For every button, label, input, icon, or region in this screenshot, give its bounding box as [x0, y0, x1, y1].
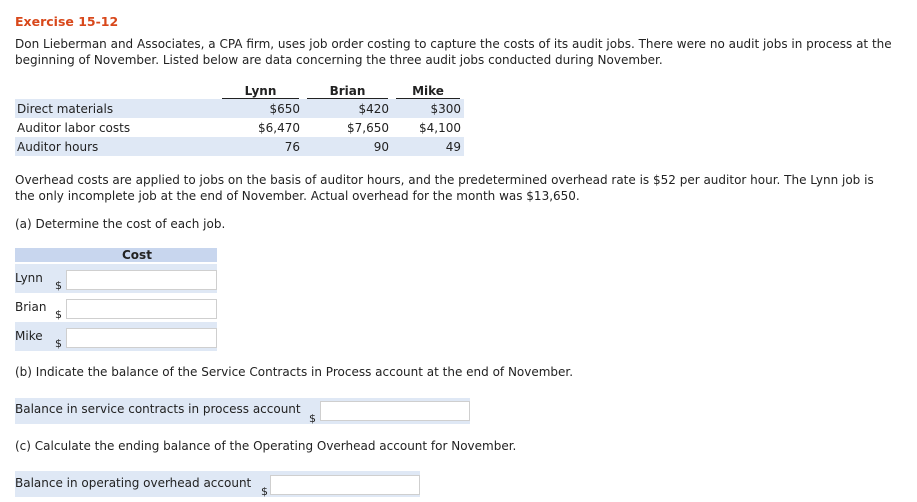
cell-value: $650 [218, 99, 303, 118]
cell-value: $7,650 [303, 118, 392, 137]
table-row [15, 137, 464, 156]
cell-value: 76 [218, 137, 303, 156]
lynn-cost-input[interactable] [66, 270, 217, 290]
row-label: Direct materials [15, 99, 218, 118]
part-a-question: (a) Determine the cost of each job. [15, 217, 226, 231]
table-row [15, 118, 464, 137]
brian-cost-input[interactable] [66, 299, 217, 319]
intro-paragraph [15, 36, 905, 68]
overhead-line-2: the only incomplete job at the end of November. Actual overhead for the month was $13,650. [15, 189, 580, 203]
cost-column-header [15, 248, 217, 262]
table-row [15, 99, 464, 118]
overhead-paragraph [15, 172, 905, 204]
overhead-line-1: Overhead costs are applied to jobs on the basis of auditor hours, and the predetermined overhead rate is $52 per auditor hour. The Lynn job is [15, 173, 874, 187]
part-c-question: (c) Calculate the ending balance of the Operating Overhead account for November. [15, 439, 517, 453]
cell-value: $6,470 [218, 118, 303, 137]
row-label: Auditor labor costs [15, 118, 218, 137]
job-data-table [15, 83, 464, 156]
column-header-brian: Brian [303, 83, 392, 99]
cell-value: $300 [392, 99, 464, 118]
part-b-question: (b) Indicate the balance of the Service Contracts in Process account at the end of November. [15, 365, 574, 379]
service-contracts-input[interactable] [320, 401, 470, 421]
row-label: Auditor hours [15, 137, 218, 156]
exercise-title: Exercise 15-12 [15, 14, 119, 29]
column-header-lynn: Lynn [218, 83, 303, 99]
dollar-sign: $ [55, 279, 62, 292]
dollar-sign: $ [309, 412, 316, 425]
row-label-brian: Brian [15, 300, 47, 314]
cell-value: $4,100 [392, 118, 464, 137]
cell-value: 90 [303, 137, 392, 156]
row-label-lynn: Lynn [15, 271, 43, 285]
column-header-mike: Mike [392, 83, 464, 99]
mike-cost-input[interactable] [66, 328, 217, 348]
row-label-mike: Mike [15, 329, 43, 343]
intro-line-1: Don Lieberman and Associates, a CPA firm, uses job order costing to capture the costs of its audit jobs. There were no audit jobs in process at the [15, 37, 892, 51]
operating-overhead-input[interactable] [270, 475, 420, 495]
cell-value: $420 [303, 99, 392, 118]
cost-header-label: Cost [122, 248, 152, 262]
service-contracts-label: Balance in service contracts in process account [15, 402, 301, 416]
dollar-sign: $ [55, 308, 62, 321]
operating-overhead-label: Balance in operating overhead account [15, 476, 252, 490]
cell-value: 49 [392, 137, 464, 156]
dollar-sign: $ [261, 485, 268, 498]
intro-line-2: beginning of November. Listed below are data concerning the three audit jobs conducted during November. [15, 53, 663, 67]
dollar-sign: $ [55, 337, 62, 350]
